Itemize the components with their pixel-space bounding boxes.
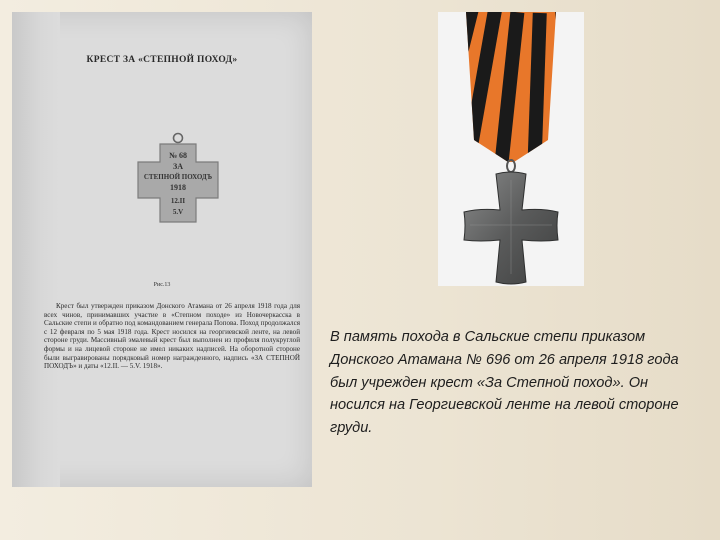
cross-line-2: ЗА <box>173 162 183 171</box>
description-caption: В память похода в Сальские степи приказом Донского Атамана № 696 от 26 апреля 1918 года был учрежден крест «За Степной поход». Он носился на Георгиевской ленте на левой стороне груди. <box>330 329 679 437</box>
cross-reverse-image <box>130 132 226 228</box>
page-body-text: Крест был утвержден приказом Донского Атамана от 26 апреля 1918 года для всех чинов, принимавших участие в «Степном походе» из Новочеркасска в Сальские степи и обратно под командованием генерала Попова. Поход продолжался с 12 февраля по 5 мая 1918 года. Крест носился на георгиевской ленте, на левой стороне груди. Массивный эмалевый крест был выполнен из профиля полукруглой формы и на лицевой стороне не имел никаких надписей. На оборотной стороне были выгравированы порядковый номер награжденного, надпись «ЗА СТЕПНОЙ ПОХОДЪ» и даты «12.II. — 5.V. 1918». <box>44 302 300 371</box>
cross-line-3: СТЕПНОЙ ПОХОДЪ <box>143 173 213 181</box>
page-title: КРЕСТ ЗА «СТЕПНОЙ ПОХОД» <box>86 55 238 65</box>
cross-line-6: 5.V <box>172 208 184 216</box>
cross-line-5: 12.II <box>170 197 186 205</box>
cross-line-4: 1918 <box>170 183 186 192</box>
medal-photo <box>438 12 584 286</box>
page-spine-shadow <box>12 12 60 487</box>
figure-label: Рис.13 <box>153 282 171 288</box>
scanned-book-page <box>12 12 312 487</box>
cross-line-1: № 68 <box>168 151 188 160</box>
